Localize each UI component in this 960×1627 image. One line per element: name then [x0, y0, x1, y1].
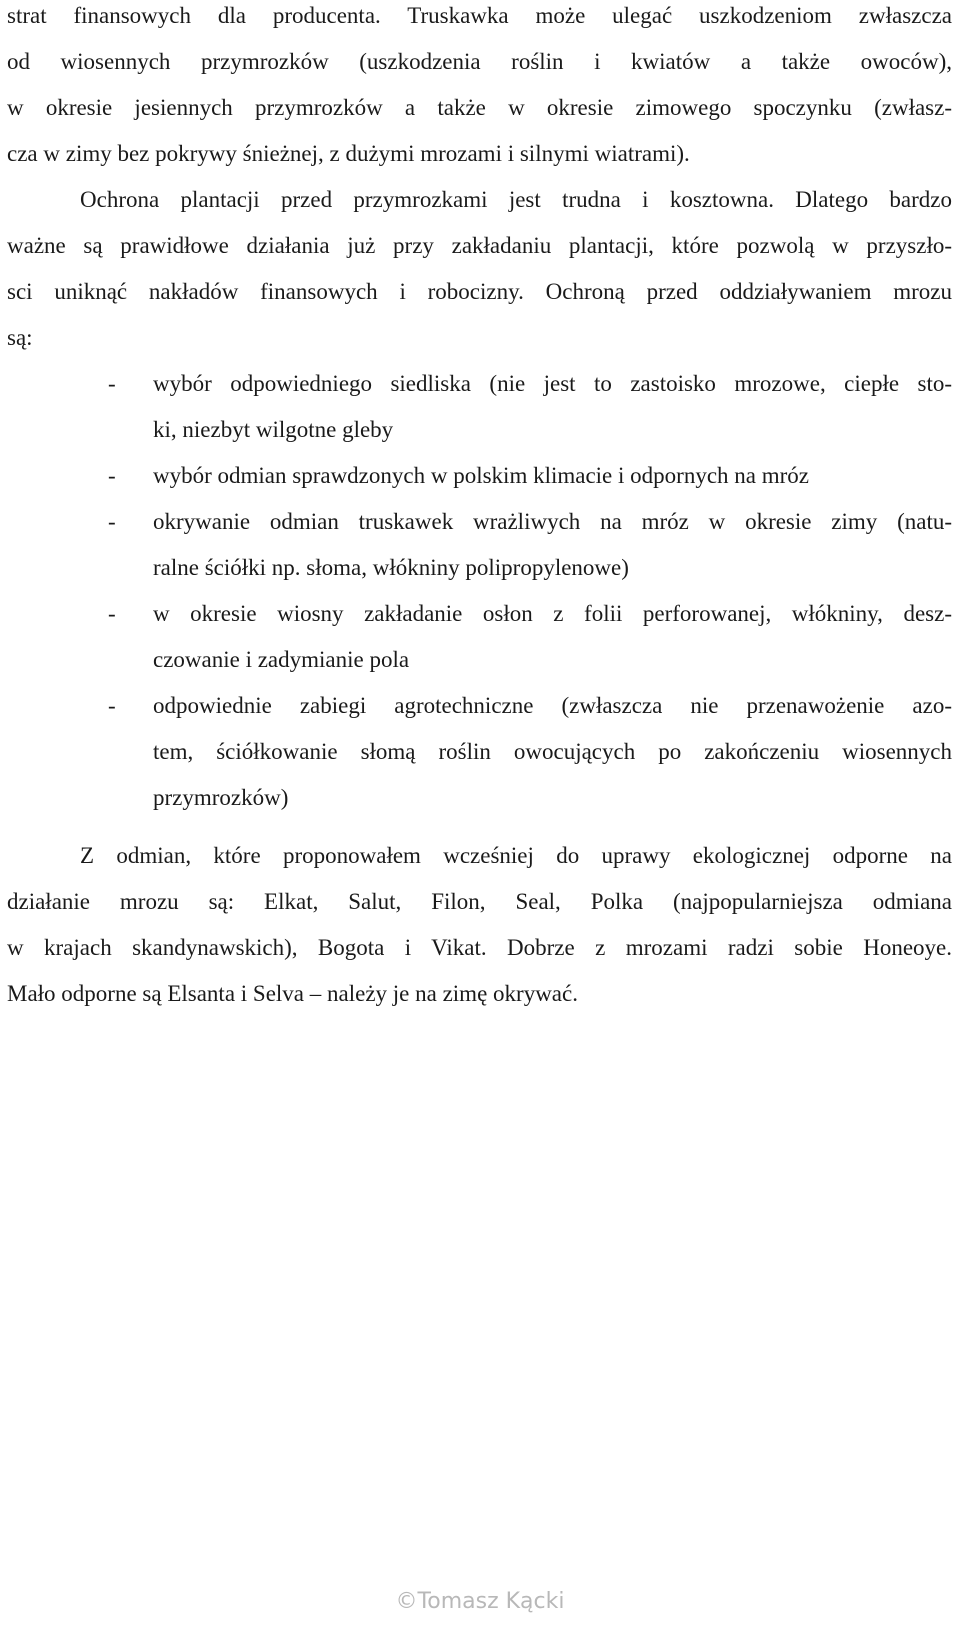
list-item-line: przymrozków): [153, 785, 289, 810]
list-item-line: tem, ściółkowanie słomą roślin owocujących po zakończeniu wiosennych: [153, 739, 952, 764]
list-item-line: wybór odpowiedniego siedliska (nie jest to zastoisko mrozowe, ciepłe sto-: [153, 371, 952, 396]
dash-bullet: -: [108, 371, 116, 396]
text-line: Mało odporne są Elsanta i Selva – należy je na zimę okrywać.: [7, 981, 578, 1006]
text-line: Ochrona plantacji przed przymrozkami jest trudna i kosztowna. Dlatego bardzo: [80, 187, 952, 212]
list-item-line: czowanie i zadymianie pola: [153, 647, 410, 672]
text-line: Z odmian, które proponowałem wcześniej do uprawy ekologicznej odporne na: [80, 843, 952, 868]
text-line: działanie mrozu są: Elkat, Salut, Filon, Seal, Polka (najpopularniejsza odmiana: [7, 889, 952, 914]
list-item-line: odpowiednie zabiegi agrotechniczne (zwłaszcza nie przenawożenie azo-: [153, 693, 952, 718]
dash-bullet: -: [108, 509, 116, 534]
dash-bullet: -: [108, 463, 116, 488]
list-item-line: ki, niezbyt wilgotne gleby: [153, 417, 394, 442]
text-line: są:: [7, 325, 33, 350]
text-line: ważne są prawidłowe działania już przy zakładaniu plantacji, które pozwolą w przyszło-: [7, 233, 952, 258]
text-line: strat finansowych dla producenta. Truskawka może ulegać uszkodzeniom zwłaszcza: [7, 3, 952, 28]
dash-bullet: -: [108, 601, 116, 626]
text-line: od wiosennych przymrozków (uszkodzenia roślin i kwiatów a także owoców),: [7, 49, 952, 74]
copyright-footer: ©Tomasz Kącki: [395, 1589, 565, 1614]
list-item-line: ralne ściółki np. słoma, włókniny polipropylenowe): [153, 555, 629, 580]
list-item-line: okrywanie odmian truskawek wrażliwych na mróz w okresie zimy (natu-: [153, 509, 952, 534]
text-line: w krajach skandynawskich), Bogota i Vikat. Dobrze z mrozami radzi sobie Honeoye.: [7, 935, 952, 960]
dash-bullet: -: [108, 693, 116, 718]
list-item-line: wybór odmian sprawdzonych w polskim klimacie i odpornych na mróz: [153, 463, 809, 488]
text-line: cza w zimy bez pokrywy śnieżnej, z dużymi mrozami i silnymi wiatrami).: [7, 141, 690, 166]
text-line: sci uniknąć nakładów finansowych i robocizny. Ochroną przed oddziaływaniem mrozu: [7, 279, 952, 304]
text-line: w okresie jesiennych przymrozków a także w okresie zimowego spoczynku (zwłasz-: [7, 95, 952, 120]
list-item-line: w okresie wiosny zakładanie osłon z folii perforowanej, włókniny, desz-: [153, 601, 952, 626]
